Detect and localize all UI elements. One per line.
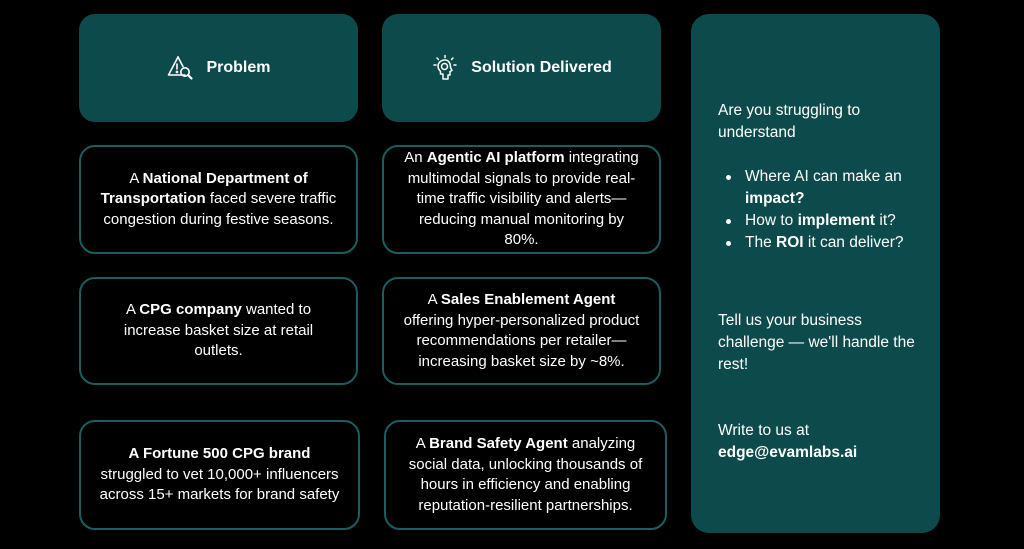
contact-email-link[interactable]: edge@evamlabs.ai <box>718 444 858 461</box>
solution-header <box>382 14 661 122</box>
cta-bullet-implement: How to implement it? <box>718 210 928 232</box>
cta-intro: Are you struggling to understand <box>718 102 861 141</box>
problem-card-cpg-company <box>79 277 358 385</box>
solution-card-brand-safety <box>384 420 667 530</box>
solution-card-text: A Brand Safety Agent analyzing social data, unlocking thousands of hours in efficiency and enabling reputation-resilient partnerships. <box>408 435 643 514</box>
cta-question-list <box>718 166 928 254</box>
problem-header-label: Problem <box>206 59 271 76</box>
solution-header-label: Solution Delivered <box>471 59 612 76</box>
solution-card-agentic-platform <box>382 145 661 254</box>
cta-write-label: Write to us at <box>718 422 810 439</box>
solution-card-sales-agent <box>382 277 661 385</box>
cta-bullet-roi: The ROI it can deliver? <box>718 232 928 254</box>
problem-card-text: A National Department of Transportation faced severe traffic congestion during festive seasons. <box>100 169 337 228</box>
lightbulb-head-icon <box>431 54 459 82</box>
solution-card-text: A Sales Enablement Agent offering hyper-personalized product recommendations per retailer—increasing basket size by ~8%. <box>403 291 640 370</box>
problem-card-fortune-500 <box>79 420 360 530</box>
problem-header <box>79 14 358 122</box>
warning-magnifier-icon <box>166 54 194 82</box>
problem-card-transportation <box>79 145 358 254</box>
cta-contact <box>718 420 928 464</box>
cta-panel <box>691 14 940 533</box>
cta-challenge-text: Tell us your business challenge — we'll handle the rest! <box>718 312 915 373</box>
problem-card-text: A CPG company wanted to increase basket size at retail outlets. <box>123 301 314 360</box>
problem-card-text: A Fortune 500 CPG brand struggled to vet 10,000+ influencers across 15+ markets for brand safety <box>99 445 340 504</box>
cta-bullet-impact: Where AI can make an impact? <box>718 166 928 210</box>
solution-card-text: An Agentic AI platform integrating multimodal signals to provide real-time traffic visibility and alerts—reducing manual monitoring by 80%. <box>404 149 639 249</box>
